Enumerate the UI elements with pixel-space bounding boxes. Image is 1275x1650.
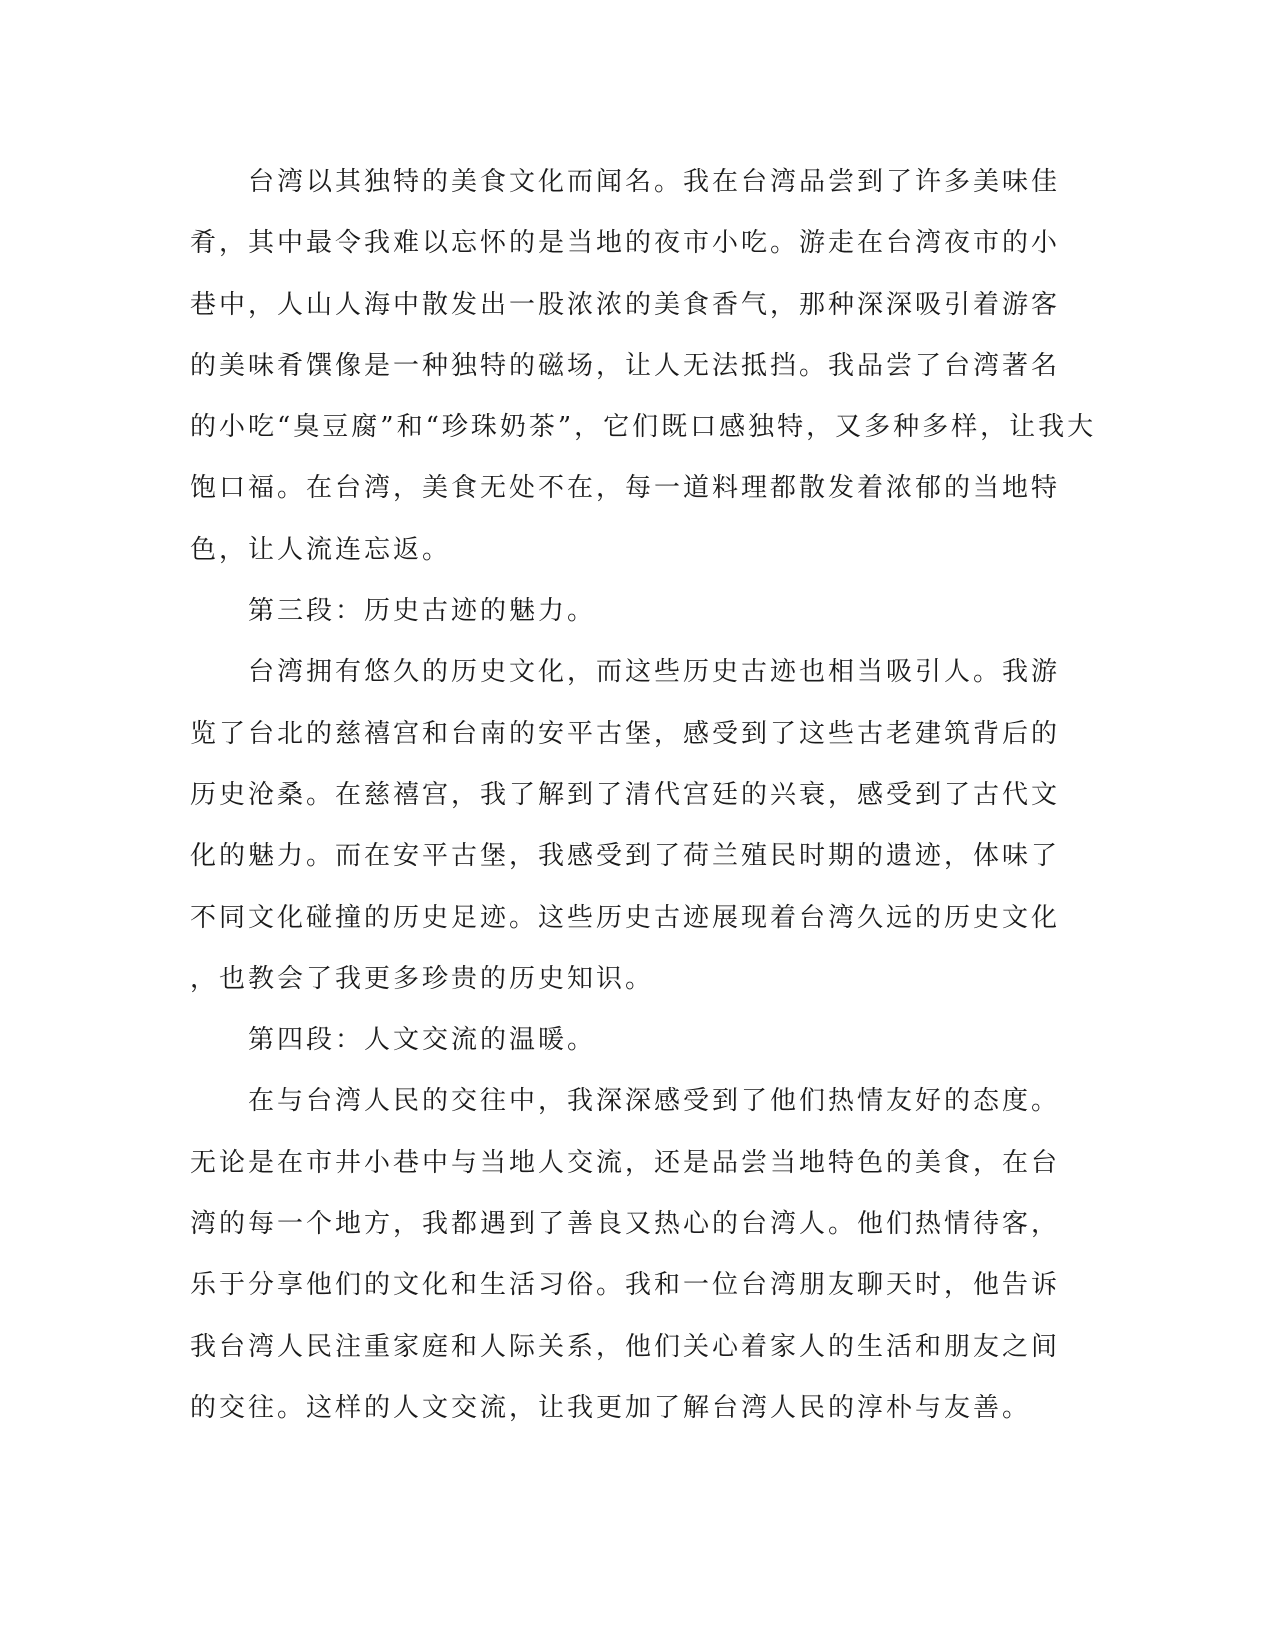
text-line: 台湾以其独特的美食文化而闻名。我在台湾品尝到了许多美味佳 <box>190 167 1061 197</box>
text-line: ，也教会了我更多珍贵的历史知识。 <box>190 963 655 994</box>
text-line: 湾的每一个地方，我都遇到了善良又热心的台湾人。他们热情待客， <box>190 1209 1061 1240</box>
text-line: 历史沧桑。在慈禧宫，我了解到了清代宫廷的兴衰，感受到了古代文 <box>190 779 1061 810</box>
text-line: 乐于分享他们的文化和生活习俗。我和一位台湾朋友聊天时，他告诉 <box>190 1270 1061 1301</box>
text-line: 色，让人流连忘返。 <box>190 534 452 565</box>
text-line: 览了台北的慈禧宫和台南的安平古堡，感受到了这些古老建筑背后的 <box>190 718 1061 749</box>
text-line: 化的魅力。而在安平古堡，我感受到了荷兰殖民时期的遗迹，体味了 <box>190 841 1061 872</box>
section-heading: 第四段：人文交流的温暖。 <box>190 1025 597 1056</box>
text-line: 饱口福。在台湾，美食无处不在，每一道料理都散发着浓郁的当地特 <box>190 473 1061 504</box>
text-line: 的小吃“臭豆腐”和“珍珠奶茶”，它们既口感独特，又多种多样，让我大 <box>190 412 1097 443</box>
text-line: 台湾拥有悠久的历史文化，而这些历史古迹也相当吸引人。我游 <box>190 657 1061 688</box>
text-line: 不同文化碰撞的历史足迹。这些历史古迹展现着台湾久远的历史文化 <box>190 902 1061 933</box>
text-line: 我台湾人民注重家庭和人际关系，他们关心着家人的生活和朋友之间 <box>190 1331 1061 1362</box>
text-line: 的交往。这样的人文交流，让我更加了解台湾人民的淳朴与友善。 <box>190 1392 1032 1423</box>
text-line: 的美味肴馔像是一种独特的磁场，让人无法抵挡。我品尝了台湾著名 <box>190 350 1061 381</box>
text-line: 肴，其中最令我难以忘怀的是当地的夜市小吃。游走在台湾夜市的小 <box>190 228 1061 259</box>
text-line: 无论是在市井小巷中与当地人交流，还是品尝当地特色的美食，在台 <box>190 1147 1061 1178</box>
text-line: 巷中，人山人海中散发出一股浓浓的美食香气，那种深深吸引着游客 <box>190 289 1061 320</box>
section-heading: 第三段：历史古迹的魅力。 <box>190 596 597 627</box>
text-line: 在与台湾人民的交往中，我深深感受到了他们热情友好的态度。 <box>190 1086 1061 1117</box>
document-body <box>190 152 1097 1439</box>
